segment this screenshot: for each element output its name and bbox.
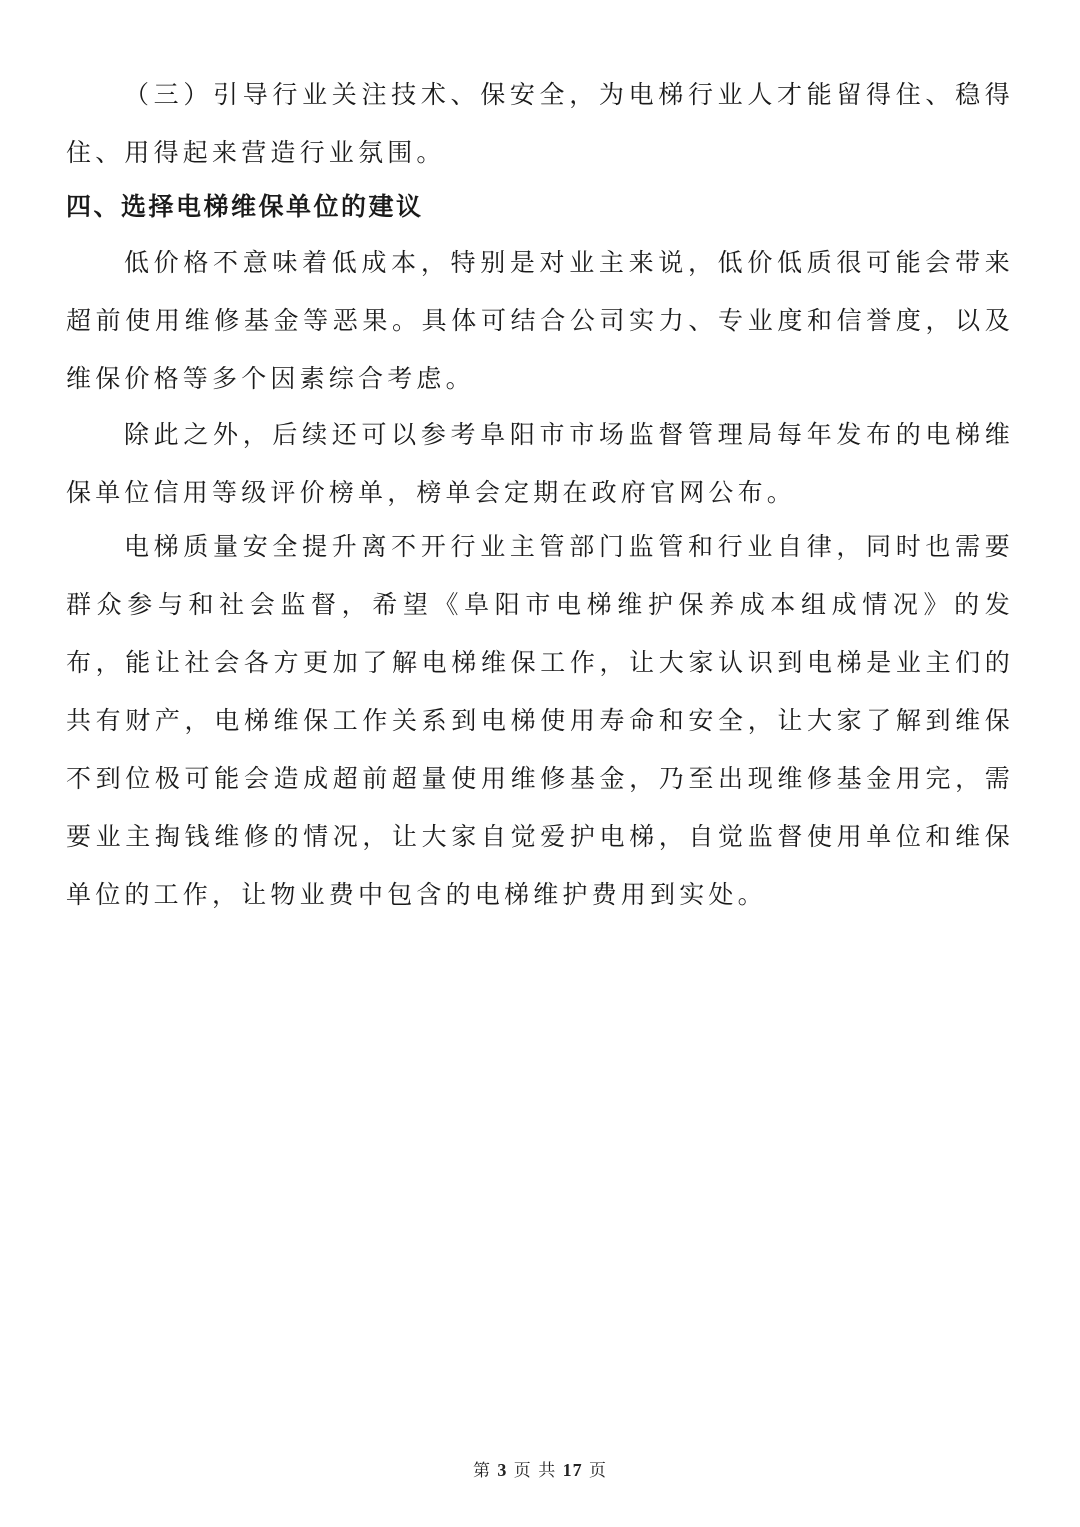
paragraph-talent-atmosphere: （三）引导行业关注技术、保安全，为电梯行业人才能留得住、稳得住、用得起来营造行业氛围。: [66, 80, 1014, 167]
footer-suffix: 页: [589, 1461, 608, 1481]
paragraph-low-price-advice: 低价格不意味着低成本，特别是对业主来说，低价低质很可能会带来超前使用维修基金等恶果。具体可结合公司实力、专业度和信誉度，以及维保价格等多个因素综合考虑。: [66, 248, 1014, 393]
footer-middle: 页 共: [513, 1461, 557, 1481]
paragraph-credit-ranking: 除此之外，后续还可以参考阜阳市市场监督管理局每年发布的电梯维保单位信用等级评价榜单，榜单会定期在政府官网公布。: [66, 420, 1014, 507]
total-pages-number: 17: [562, 1460, 583, 1480]
page-footer: [0, 1458, 1080, 1483]
section-heading-maintenance-selection: 四、选择电梯维保单位的建议: [66, 192, 424, 221]
current-page-number: 3: [497, 1460, 508, 1480]
footer-prefix: 第: [472, 1461, 491, 1481]
paragraph-quality-safety-conclusion: 电梯质量安全提升离不开行业主管部门监管和行业自律，同时也需要群众参与和社会监督，希望《阜阳市电梯维护保养成本组成情况》的发布，能让社会各方更加了解电梯维保工作，让大家认识到电梯是业主们的共有财产，电梯维保工作关系到电梯使用寿命和安全，让大家了解到维保不到位极可能会造成超前超量使用维修基金，乃至出现维修基金用完，需要业主掏钱维修的情况，让大家自觉爱护电梯，自觉监督使用单位和维保单位的工作，让物业费中包含的电梯维护费用到实处。: [66, 532, 1014, 909]
